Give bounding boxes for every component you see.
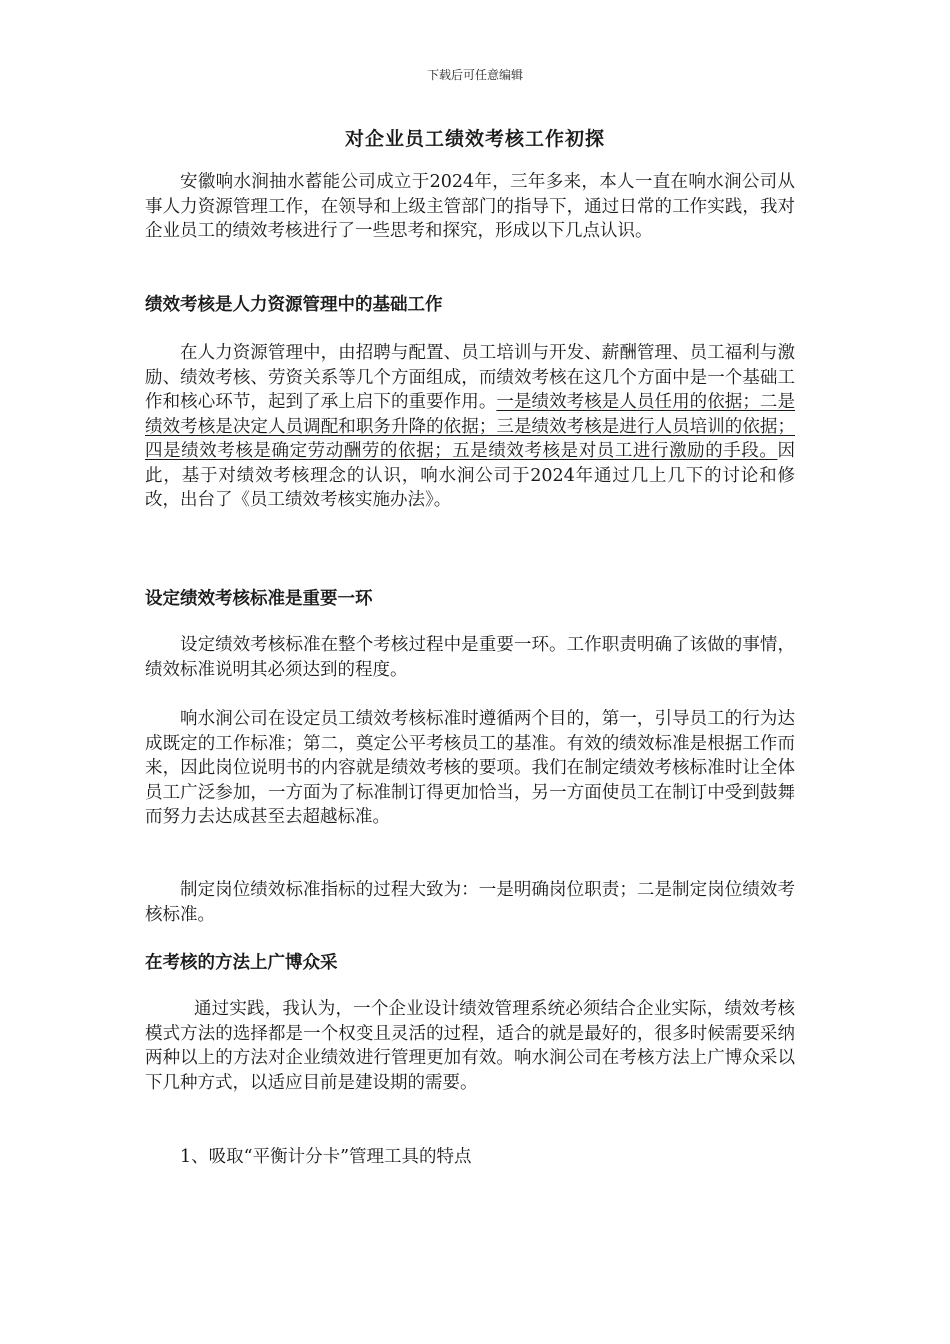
intro-paragraph: 安徽响水涧抽水蓄能公司成立于2024年，三年多来，本人一直在响水涧公司从事人力资源管理工作，在领导和上级主管部门的指导下，通过日常的工作实践，我对企业员工的绩效考核进行了一些思考和探究，形成以下几点认识。 [145, 172, 795, 241]
section1-paragraph [145, 341, 795, 513]
section3-list-item-1: 1、吸取“平衡计分卡”管理工具的特点 [180, 1147, 472, 1167]
section3-heading: 在考核的方法上广博众采 [145, 953, 338, 973]
section1-text-before: 在人力资源管理中，由招聘与配置、员工培训与开发、薪酬管理、员工福利与激励、绩效考核、劳资关系等几个方面组成，而绩效考核在这几个方面中是一个基础工作和核心环节，起到了承上启下的重要作用。 [145, 343, 795, 412]
section1-text-after: 因此，基于对绩效考核理念的认识，响水涧公司于2024年通过几上几下的讨论和修改，出台了《员工绩效考核实施办法》。 [145, 441, 795, 510]
section2-paragraph-2: 响水涧公司在设定员工绩效考核标准时遵循两个目的，第一，引导员工的行为达成既定的工作标准；第二，奠定公平考核员工的基准。有效的绩效标准是根据工作而来，因此岗位说明书的内容就是绩效考核的要项。我们在制定绩效考核标准时让全体员工广泛参加，一方面为了标准制订得更加恰当，另一方面使员工在制订中受到鼓舞而努力去达成甚至去超越标准。 [145, 709, 795, 827]
document-title: 对企业员工绩效考核工作初探 [344, 128, 605, 150]
section2-paragraph-3: 制定岗位绩效标准指标的过程大致为：一是明确岗位职责；二是制定岗位绩效考核标准。 [145, 880, 795, 925]
section2-paragraph-1: 设定绩效考核标准在整个考核过程中是重要一环。工作职责明确了该做的事情，绩效标准说明其必须达到的程度。 [145, 635, 795, 680]
section1-underlined-text: 一是绩效考核是人员任用的依据；二是绩效考核是决定人员调配和职务升降的依据；三是绩效考核是进行人员培训的依据；四是绩效考核是确定劳动酬劳的依据；五是绩效考核是对员工进行激励的手段。 [145, 392, 796, 461]
header-note: 下载后可任意编辑 [426, 68, 523, 82]
section2-heading: 设定绩效考核标准是重要一环 [145, 589, 373, 609]
section3-paragraph-1: 通过实践，我认为，一个企业设计绩效管理系统必须结合企业实际，绩效考核模式方法的选择都是一个权变且灵活的过程，适合的就是最好的，很多时候需要采纳两种以上的方法对企业绩效进行管理更加有效。响水涧公司在考核方法上广博众采以下几种方式，以适应目前是建设期的需要。 [145, 999, 795, 1093]
section1-heading: 绩效考核是人力资源管理中的基础工作 [145, 295, 443, 315]
